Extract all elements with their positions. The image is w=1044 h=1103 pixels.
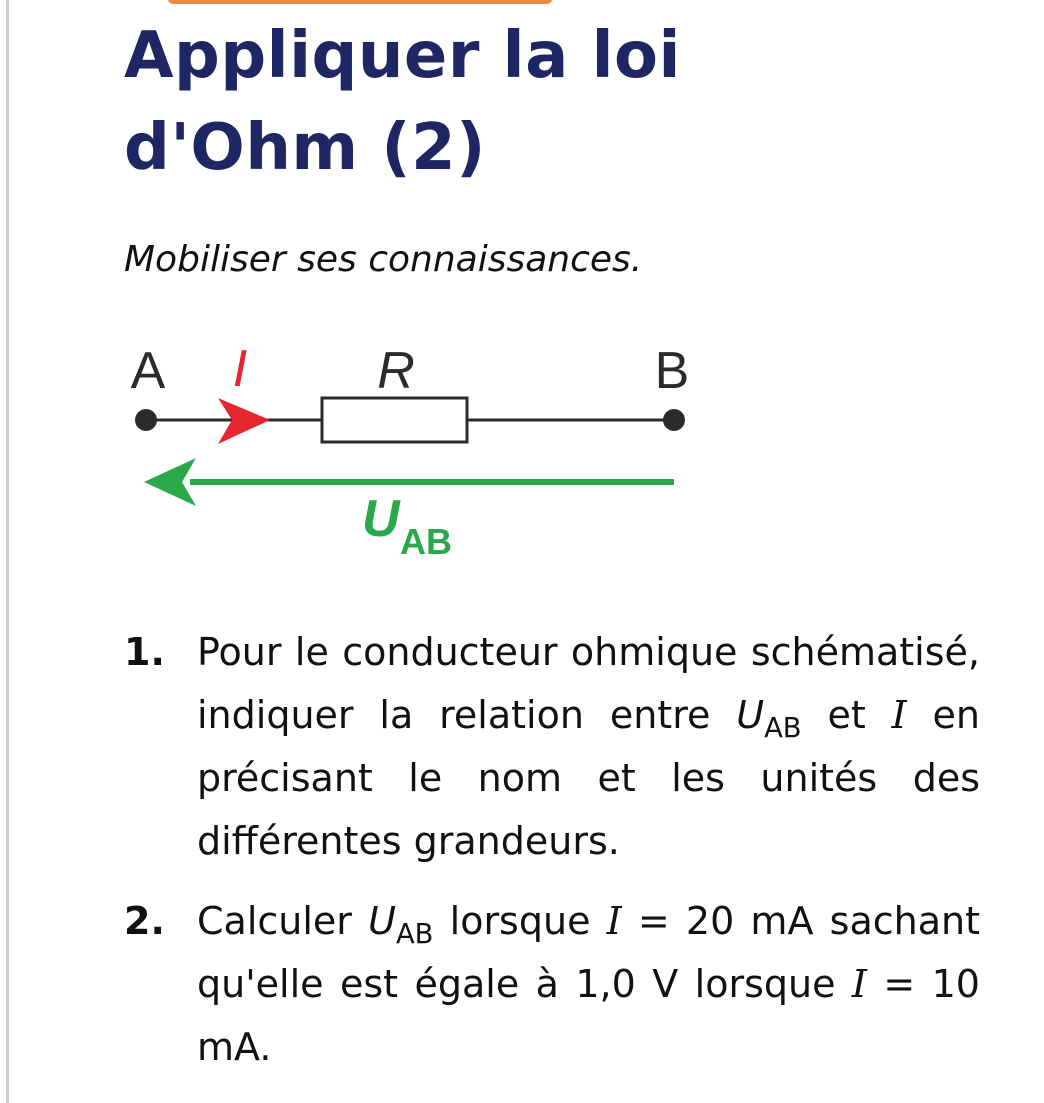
question-number: 1. <box>124 630 165 674</box>
voltage-arrow-head <box>144 458 196 506</box>
terminal-a <box>135 409 157 431</box>
label-voltage: U <box>362 490 400 548</box>
question-number: 2. <box>124 899 165 943</box>
left-border <box>6 0 9 1103</box>
label-b: B <box>654 342 690 400</box>
label-current: I <box>232 340 248 398</box>
question-text: Pour le conducteur ohmique schématisé, indiquer la relation entre $U_{AB}$ et I en précisant le nom et les unités des différentes grandeurs. <box>197 630 981 863</box>
terminal-b <box>663 409 685 431</box>
label-voltage-subscript: AB <box>400 521 452 562</box>
top-accent-bar <box>168 0 552 4</box>
circuit-diagram <box>110 320 710 570</box>
label-a: A <box>130 342 166 400</box>
question-2 <box>124 890 980 1079</box>
question-text: Calculer $U_{AB}$ lorsque I = 20 mA sachant qu'elle est égale à 1,0 V lorsque I = 10 mA. <box>197 899 980 1069</box>
resistor <box>322 398 467 442</box>
question-1 <box>124 621 980 873</box>
page-title: Appliquer la loi d'Ohm (2) <box>124 19 681 185</box>
label-resistor: R <box>377 342 415 400</box>
subtitle: Mobiliser ses connaissances. <box>124 239 643 280</box>
